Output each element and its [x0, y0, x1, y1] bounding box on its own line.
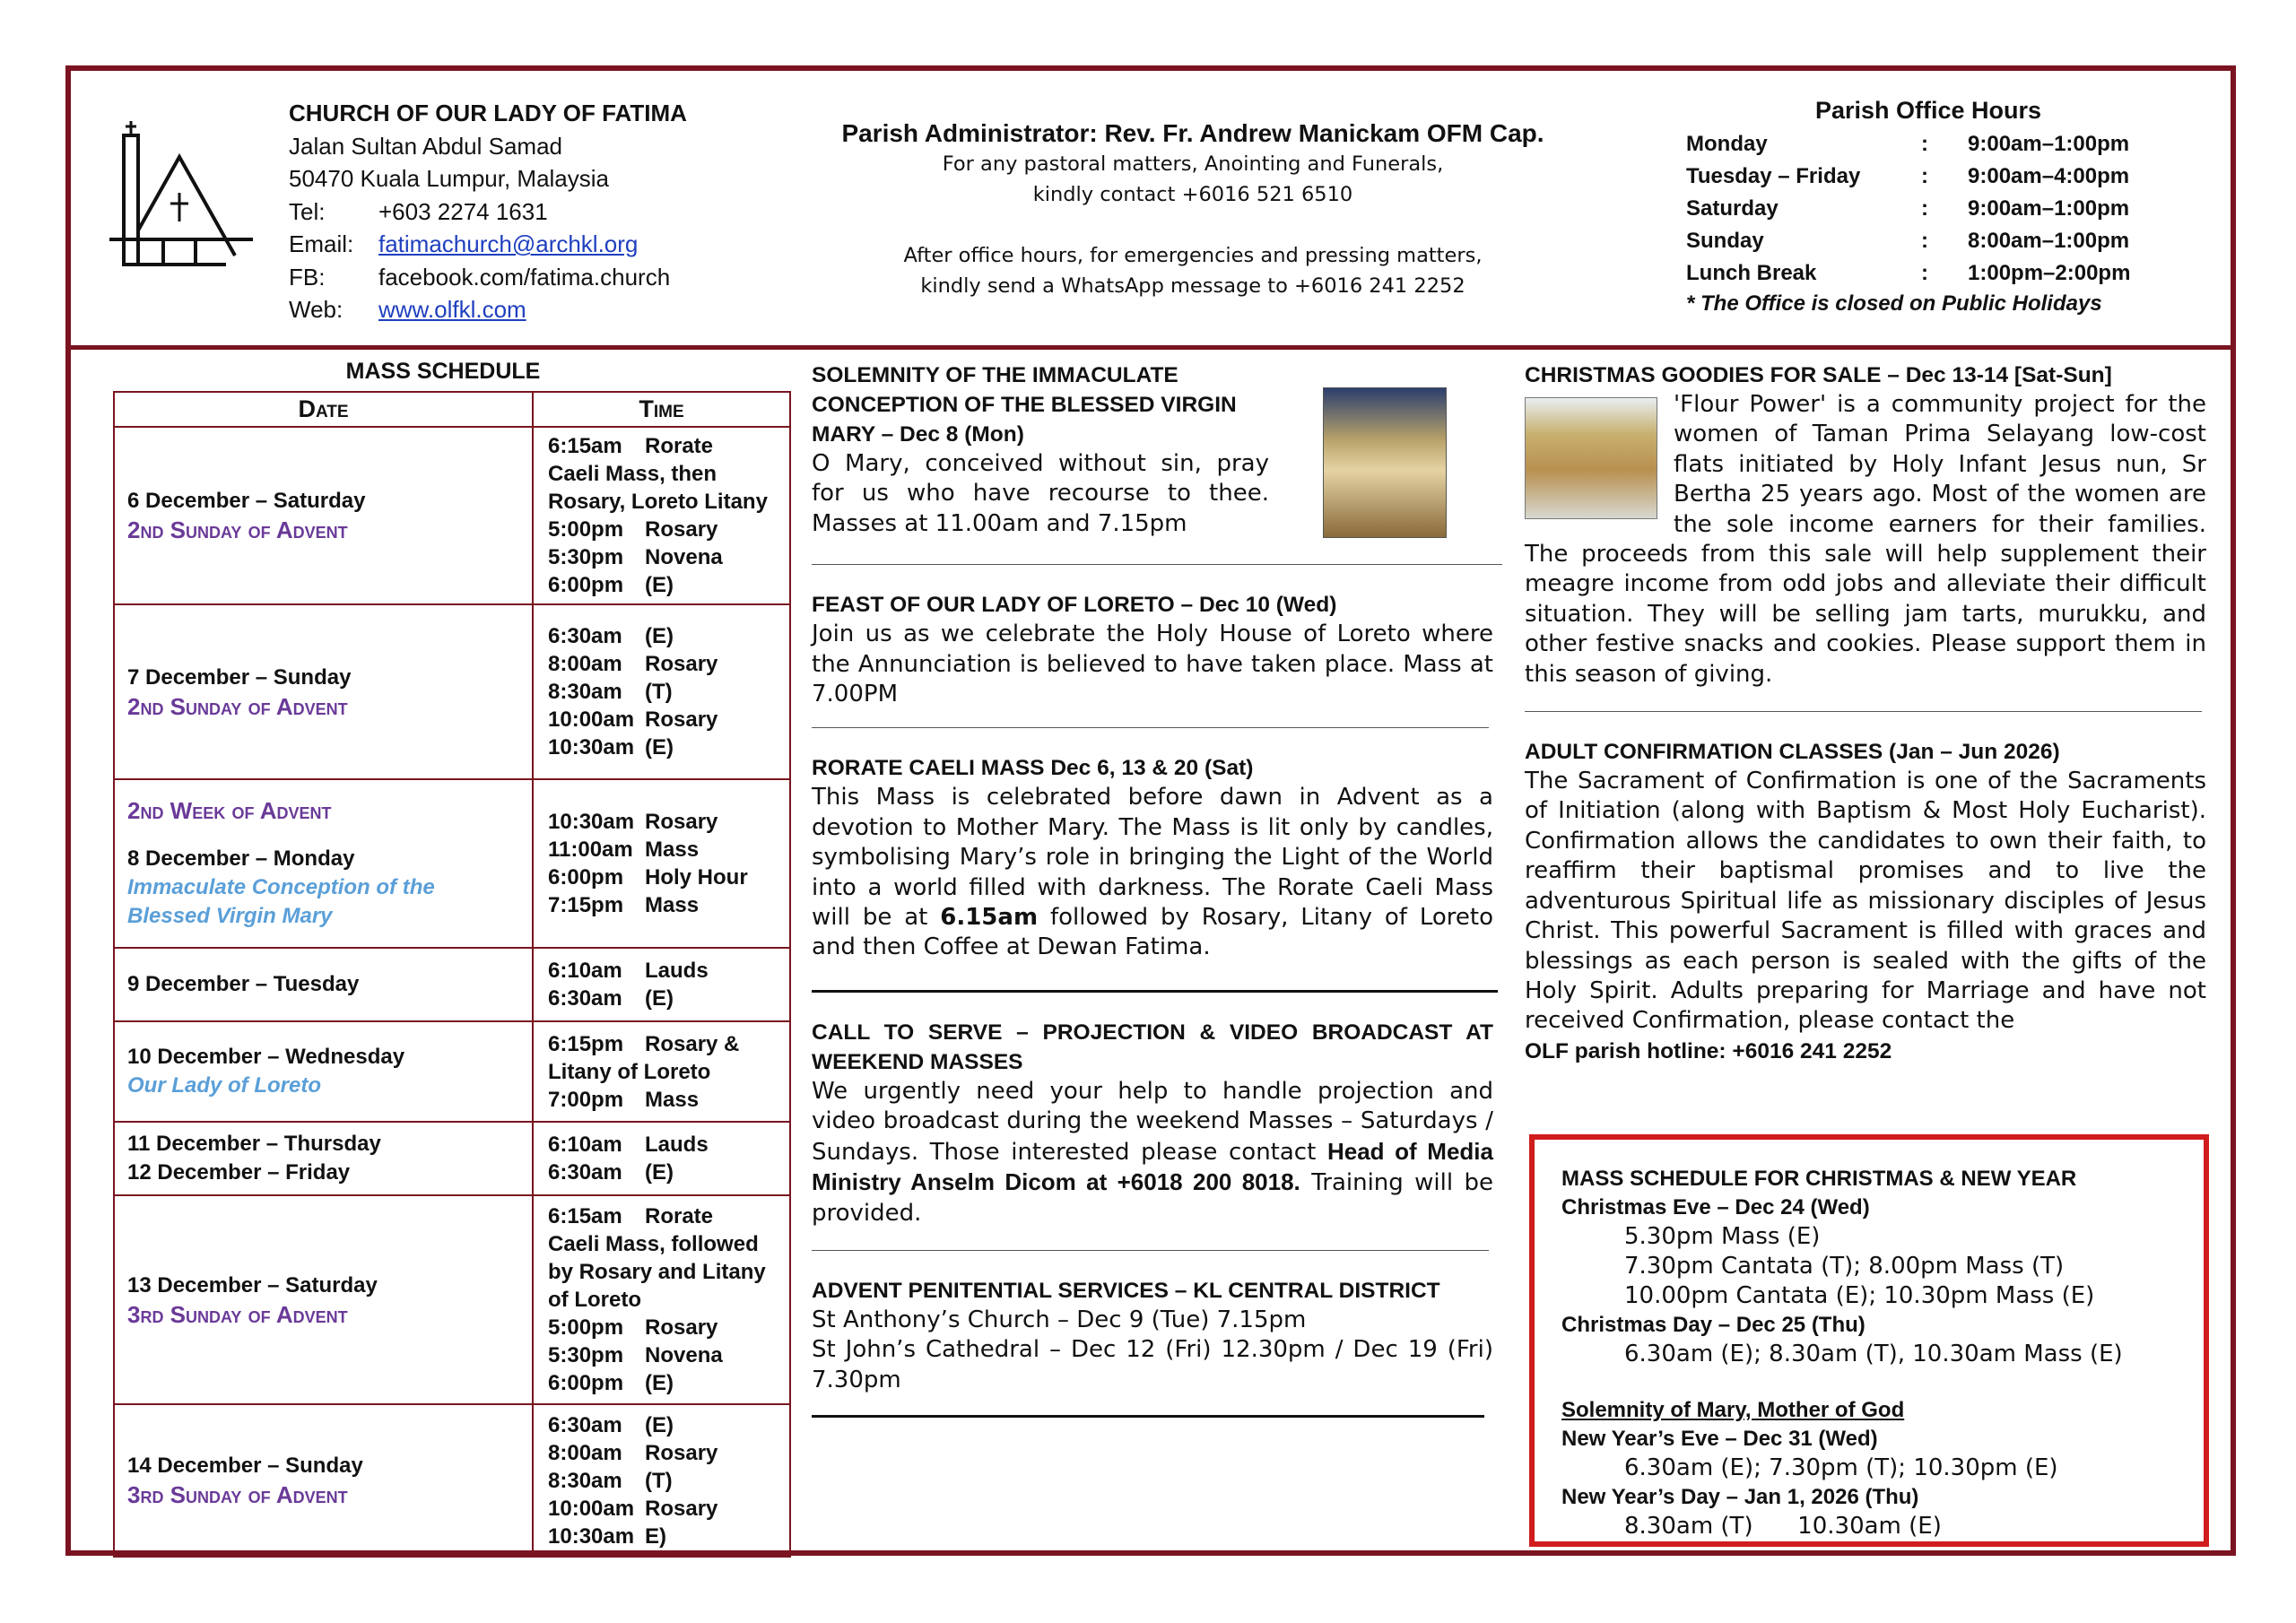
office-day: Lunch Break: [1686, 261, 1817, 285]
mass-time: 10:30am: [548, 1523, 635, 1549]
mass-activity: (E): [645, 1412, 674, 1437]
church-street: Jalan Sultan Abdul Samad: [289, 132, 562, 160]
mass-activity: Novena: [645, 545, 723, 569]
mass-time-line: [548, 1523, 789, 1550]
mass-time: 6:15am: [548, 1204, 622, 1228]
office-hours-table: [1686, 128, 2130, 290]
mass-activity: (E): [645, 986, 674, 1011]
mass-time-cell: [533, 1404, 790, 1557]
mass-time: 11:00am: [548, 838, 633, 862]
mass-time: 6:30am: [548, 986, 622, 1011]
mass-time-cell: [533, 604, 790, 779]
mass-activity: Novena: [645, 1343, 723, 1367]
mass-time-line: [548, 678, 789, 706]
mass-time: 5:30pm: [548, 1343, 624, 1367]
mass-date-cell: [114, 1404, 533, 1557]
time-column-header: Time: [533, 392, 790, 427]
mass-time: 10:30am: [548, 735, 635, 759]
new-years-eve-1: 6.30am (E); 7.30pm (T); 10.30pm (E): [1624, 1454, 2058, 1481]
loreto-body: Join us as we celebrate the Holy House of Loreto where the Annunciation is believed to have taken place. Mass at 7.00PM: [812, 621, 1493, 708]
penitential-line-1: St Anthony’s Church – Dec 9 (Tue) 7.15pm: [812, 1306, 1307, 1333]
mass-date: 7 December – Sunday: [127, 664, 352, 690]
mass-time-line: [548, 864, 789, 891]
mass-time: 5:30pm: [548, 545, 624, 569]
mass-time-line: [548, 1159, 789, 1186]
mass-time-line: [548, 1341, 789, 1369]
mass-time: 6:30am: [548, 1412, 622, 1437]
date-column-header: Date: [114, 392, 533, 427]
new-years-eve-heading: New Year’s Eve – Dec 31 (Wed): [1561, 1427, 1878, 1451]
mass-activity: Rorate: [645, 434, 714, 458]
mass-time: 6:10am: [548, 1133, 622, 1157]
mass-activity: Rosary, Loreto Litany: [548, 490, 768, 514]
confirmation-hotline: OLF parish hotline: +6016 241 2252: [1525, 1038, 1892, 1063]
right-column: [1525, 360, 2206, 1066]
mass-date: 8 December – Monday: [127, 846, 355, 871]
mass-activity: by Rosary and Litany: [548, 1260, 766, 1284]
admin-line-2: kindly contact +6016 521 6510: [1032, 183, 1353, 206]
office-hours-row: [1686, 193, 2130, 225]
mass-time-line: [548, 1030, 789, 1058]
mass-time-line: [548, 622, 789, 650]
mass-activity: Lauds: [645, 1133, 709, 1157]
office-day: Saturday: [1686, 196, 1779, 221]
mass-activity: (E): [645, 573, 674, 597]
mass-activity: Rosary: [645, 1315, 718, 1340]
mass-time-cell: [533, 1021, 790, 1122]
admin-line-4: kindly send a WhatsApp message to +6016 241 2252: [920, 274, 1465, 298]
mass-time-line: [548, 543, 789, 571]
mass-activity: Caeli Mass, followed: [548, 1232, 759, 1256]
mass-time-line: [548, 650, 789, 678]
solemnity-heading: Solemnity of Mary, Mother of God: [1561, 1398, 1905, 1422]
mass-time: 7:15pm: [548, 893, 624, 917]
mass-time-line: [548, 957, 789, 985]
mass-time: 6:00pm: [548, 865, 624, 890]
mass-time: 6:00pm: [548, 573, 624, 597]
mass-date-cell: [114, 948, 533, 1021]
mass-time: 6:30am: [548, 624, 622, 648]
christmas-day-1: 6.30am (E); 8.30am (T), 10.30am Mass (E): [1624, 1341, 2123, 1367]
mass-activity: of Loreto: [548, 1288, 641, 1312]
office-hours: 1:00pm–2:00pm: [1968, 261, 2131, 285]
church-logo: [109, 121, 253, 269]
mass-time-line: [548, 1467, 789, 1495]
mass-schedule-table: [113, 391, 791, 1558]
mass-time-line: [548, 1258, 789, 1286]
mass-time-line: [548, 1086, 789, 1114]
mass-activity: Rosary: [645, 517, 718, 542]
office-day: Monday: [1686, 132, 1768, 156]
mass-row: [114, 1122, 790, 1195]
mass-activity: Mass: [645, 1087, 700, 1112]
office-hours: 9:00am–1:00pm: [1968, 132, 2130, 156]
liturgical-day-label: 3rd Sunday of Advent: [127, 1300, 348, 1328]
mass-activity: Caeli Mass, then: [548, 462, 718, 486]
serve-title: CALL TO SERVE – PROJECTION & VIDEO BROADCAST AT WEEKEND MASSES: [812, 1020, 1493, 1074]
mass-date-cell: [114, 1122, 533, 1195]
mass-date-cell: [114, 427, 533, 604]
christmas-day-heading: Christmas Day – Dec 25 (Thu): [1561, 1313, 1866, 1337]
mass-activity: Holy Hour: [645, 865, 748, 890]
mass-time-line: [548, 516, 789, 543]
immaculate-body: O Mary, conceived without sin, pray for us who have recourse to thee. Masses at 11.00am and 7.15pm: [812, 450, 1269, 537]
advent-week-label: 2nd Week of Advent: [127, 797, 332, 824]
mass-time: 10:00am: [548, 707, 635, 732]
mass-time: 8:00am: [548, 652, 622, 676]
mass-activity: Rosary: [645, 810, 718, 834]
mass-time: 8:00am: [548, 1440, 622, 1465]
mass-time-line: [548, 1439, 789, 1467]
mass-activity: Lauds: [645, 959, 709, 983]
mass-time: 8:30am: [548, 680, 622, 704]
mass-time-cell: [533, 1195, 790, 1404]
mass-row: [114, 1021, 790, 1122]
email-label: Email:: [289, 230, 354, 257]
mass-time-line: [548, 1314, 789, 1341]
mass-time-line: [548, 1058, 789, 1086]
mass-time-line: [548, 1131, 789, 1159]
mass-activity: Rosary: [645, 652, 718, 676]
confirmation-body: The Sacrament of Confirmation is one of the Sacraments of Initiation (along with Baptism & Most Holy Eucharist). Confirmation allows the candidates to own their faith, to reaffirm their baptismal promises and to live the adventurous Spiritual life as missionary disciples of Jesus Christ. This powerful Sacrament is filled with graces and blessings as each person is sealed with the gifts of the Holy Spirit. Adults preparing for Marriage and have not received Confirmation, please contact the: [1525, 768, 2206, 1035]
mass-activity: Litany of Loreto: [548, 1059, 711, 1084]
mass-activity: (T): [645, 1468, 673, 1493]
mass-time: 10:00am: [548, 1496, 635, 1521]
office-separator: :: [1921, 229, 1928, 253]
office-hours-row: [1686, 128, 2130, 161]
office-separator: :: [1921, 132, 1928, 156]
mass-date-cell: [114, 779, 533, 948]
rorate-body: This Mass is celebrated before dawn in Advent as a devotion to Mother Mary. The Mass is lit only by candles, symbolising Mary’s role in bringing the Light of the World into a world filled with darkness. The Rorate Caeli Mass will be at 6.15am followed by Rosary, Litany of Loreto and then Coffee at Dewan Fatima.: [812, 784, 1494, 961]
mass-date-cell: [114, 604, 533, 779]
liturgical-day-label: 2nd Sunday of Advent: [127, 516, 348, 543]
church-address-block: [289, 97, 687, 326]
office-hours-row: [1686, 225, 2130, 257]
mass-time-line: [548, 1230, 789, 1258]
mass-time-line: [548, 1369, 789, 1397]
mass-date-cell: [114, 1195, 533, 1404]
office-separator: :: [1921, 261, 1928, 285]
mass-row: [114, 948, 790, 1021]
middle-column: [812, 360, 1493, 1418]
serve-body: We urgently need your help to handle projection and video broadcast during the weekend Masses – Saturdays / Sundays. Those interested please contact Head of Media Ministry Anselm Dicom at +6018 200 8018. Training will be provided.: [812, 1077, 1493, 1227]
mass-activity: Rorate: [645, 1204, 714, 1228]
office-hours-block: [1686, 97, 2170, 317]
admin-line-3: After office hours, for emergencies and pressing matters,: [903, 244, 1483, 267]
mass-activity: Mass: [645, 893, 700, 917]
web-link[interactable]: www.olfkl.com: [378, 296, 526, 323]
mass-activity: E): [645, 1523, 666, 1549]
immaculate-title: SOLEMNITY OF THE IMMACULATE CONCEPTION OF THE BLESSED VIRGIN MARY – Dec 8 (Mon): [812, 363, 1237, 447]
feast-label: Our Lady of Loreto: [127, 1073, 321, 1098]
mass-activity: (E): [645, 1371, 674, 1395]
mass-time-line: [548, 836, 789, 864]
christmas-eve-2: 7.30pm Cantata (T); 8.00pm Mass (T): [1624, 1253, 2065, 1280]
mass-time-line: [548, 1495, 789, 1523]
confirmation-title: ADULT CONFIRMATION CLASSES (Jan – Jun 2026): [1525, 740, 2060, 765]
mass-activity: (E): [645, 735, 674, 759]
mass-time-line: [548, 891, 789, 919]
liturgical-day-label: 2nd Sunday of Advent: [127, 692, 348, 720]
mass-time-line: [548, 985, 789, 1012]
feast-label-2: Blessed Virgin Mary: [127, 904, 333, 928]
mass-time-line: [548, 1411, 789, 1439]
mass-time-line: [548, 488, 789, 516]
church-name: CHURCH OF OUR LADY OF FATIMA: [289, 100, 687, 126]
xmas-title: MASS SCHEDULE FOR CHRISTMAS & NEW YEAR: [1561, 1167, 2077, 1191]
mass-date-cell: [114, 1021, 533, 1122]
office-day: Tuesday – Friday: [1686, 164, 1861, 188]
mass-date: 11 December – Thursday: [127, 1132, 381, 1156]
mass-row: [114, 604, 790, 779]
church-city: 50470 Kuala Lumpur, Malaysia: [289, 165, 610, 192]
mass-date: 6 December – Saturday: [127, 489, 366, 513]
mass-time-cell: [533, 948, 790, 1021]
tel-label: Tel:: [289, 197, 326, 225]
office-separator: :: [1921, 196, 1928, 221]
mass-date-2: 12 December – Friday: [127, 1160, 351, 1185]
mass-date: 13 December – Saturday: [127, 1272, 378, 1298]
mass-time: 6:00pm: [548, 1371, 624, 1395]
mass-time: 6:15pm: [548, 1031, 624, 1056]
office-day: Sunday: [1686, 229, 1764, 253]
mass-time-cell: [533, 1122, 790, 1195]
mass-time: 6:30am: [548, 1160, 622, 1185]
mass-time-line: [548, 432, 789, 460]
email-link[interactable]: fatimachurch@archkl.org: [378, 230, 639, 257]
flour-power-jar-image: [1525, 397, 1657, 519]
mass-time-line: [548, 1202, 789, 1230]
office-hours: 8:00am–1:00pm: [1968, 229, 2130, 253]
mass-activity: Rosary: [645, 707, 718, 732]
mass-date: 10 December – Wednesday: [127, 1045, 405, 1069]
goodies-title: CHRISTMAS GOODIES FOR SALE – Dec 13-14 [Sat-Sun]: [1525, 363, 2112, 387]
mass-time: 5:00pm: [548, 517, 624, 542]
christmas-eve-1: 5.30pm Mass (E): [1624, 1223, 1821, 1250]
admin-title: Parish Administrator: Rev. Fr. Andrew Manickam OFM Cap.: [841, 119, 1544, 147]
admin-line-1: For any pastoral matters, Anointing and Funerals,: [942, 152, 1444, 176]
mass-activity: (E): [645, 624, 674, 648]
mass-activity: (E): [645, 1160, 674, 1185]
mass-activity: (T): [645, 680, 673, 704]
mass-date: 9 December – Tuesday: [127, 972, 360, 996]
office-closed-note: * The Office is closed on Public Holidays: [1686, 291, 2102, 316]
mass-row: [114, 427, 790, 604]
office-hours: 9:00am–4:00pm: [1968, 164, 2130, 188]
new-years-day-1: 8.30am (T) 10.30am (E): [1624, 1513, 1942, 1540]
mass-activity: Mass: [645, 838, 700, 862]
mass-date: 14 December – Sunday: [127, 1454, 363, 1478]
mass-row: [114, 1404, 790, 1557]
mass-time-line: [548, 1286, 789, 1314]
loreto-title: FEAST OF OUR LADY OF LORETO – Dec 10 (Wed): [812, 593, 1337, 618]
mass-time-line: [548, 733, 789, 761]
new-years-day-heading: New Year’s Day – Jan 1, 2026 (Thu): [1561, 1485, 1919, 1509]
office-hours-title: Parish Office Hours: [1814, 97, 2042, 124]
penitential-line-2: St John’s Cathedral – Dec 12 (Fri) 12.30pm / Dec 19 (Fri) 7.30pm: [812, 1336, 1493, 1393]
mass-time-cell: [533, 427, 790, 604]
mass-time: 6:15am: [548, 434, 622, 458]
web-label: Web:: [289, 296, 344, 323]
mass-time-line: [548, 808, 789, 836]
header-divider: [65, 345, 2236, 350]
office-hours-row: [1686, 161, 2130, 193]
goodies-body: 'Flour Power' is a community project for the women of Taman Prima Selayang low-cost flats initiated by Holy Infant Jesus nun, Sr Bertha 25 years ago. Most of the women are the sole income earners for their families. The proceeds from this sale will help supplement their meagre income from odd jobs and alleviate their difficult situation. They will be selling jam tarts, murukku, and other festive snacks and cookies. Please support them in this season of giving.: [1525, 391, 2206, 688]
mass-activity: Rosary: [645, 1440, 718, 1465]
mass-schedule-title: MASS SCHEDULE: [345, 359, 541, 384]
fb-label: FB:: [289, 263, 326, 291]
mass-row: [114, 779, 790, 948]
mass-time: 5:00pm: [548, 1315, 624, 1340]
office-hours: 9:00am–1:00pm: [1968, 196, 2130, 221]
mass-time-line: [548, 571, 789, 599]
tel-value: +603 2274 1631: [378, 197, 548, 225]
mass-time-line: [548, 706, 789, 733]
office-hours-row: [1686, 257, 2130, 290]
fb-value: facebook.com/fatima.church: [378, 263, 671, 291]
penitential-title: ADVENT PENITENTIAL SERVICES – KL CENTRAL DISTRICT: [812, 1278, 1440, 1303]
mass-time: 6:10am: [548, 959, 622, 983]
feast-label: Immaculate Conception of the: [127, 875, 435, 899]
office-separator: :: [1921, 164, 1928, 188]
mass-time-line: [548, 460, 789, 488]
rorate-title: RORATE CAELI MASS Dec 6, 13 & 20 (Sat): [812, 756, 1254, 781]
mass-activity: Rosary &: [645, 1031, 740, 1056]
mass-row: [114, 1195, 790, 1404]
mass-time: 10:30am: [548, 810, 635, 834]
mass-activity: Rosary: [645, 1496, 718, 1521]
christmas-eve-3: 10.00pm Cantata (E); 10.30pm Mass (E): [1624, 1282, 2095, 1309]
christmas-schedule-box: [1529, 1134, 2209, 1547]
mass-time: 7:00pm: [548, 1087, 624, 1112]
mass-time: 8:30am: [548, 1468, 622, 1493]
christmas-eve-heading: Christmas Eve – Dec 24 (Wed): [1561, 1195, 1870, 1219]
liturgical-day-label: 3rd Sunday of Advent: [127, 1481, 348, 1508]
parish-admin-block: [807, 118, 1578, 301]
mass-time-cell: [533, 779, 790, 948]
